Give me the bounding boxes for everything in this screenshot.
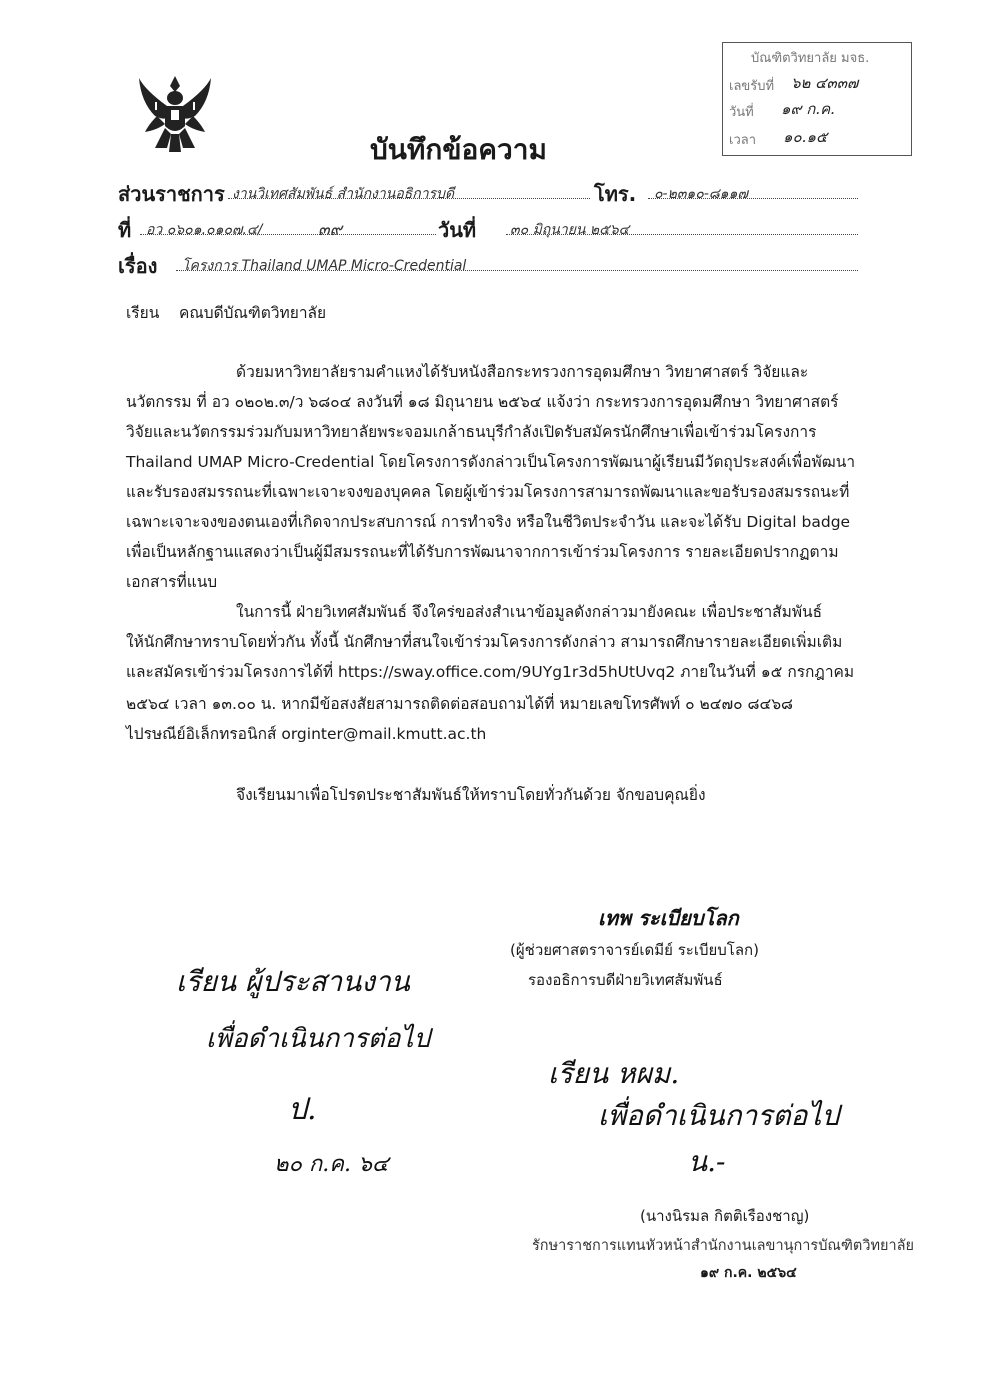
doc-no-label: ที่	[118, 218, 132, 242]
handwritten-note-left-2: เพื่อดำเนินการต่อไป	[206, 1024, 430, 1054]
p1-line: วิจัยและนวัตกรรมร่วมกับมหาวิทยาลัยพระจอมเกล้าธนบุรีกำลังเปิดรับสมัครนักศึกษาเพื่อเข้าร่วมโครงการ	[126, 423, 817, 441]
stamp-receive-label: เลขรับที่	[729, 79, 775, 94]
date-value: ๓๐ มิถุนายน ๒๕๖๔	[510, 222, 630, 238]
handwritten-note-left-3: ป.	[288, 1092, 317, 1127]
stamp-date-label: วันที่	[729, 105, 754, 120]
p1-line: และรับรองสมรรถนะที่เฉพาะเจาะจงของบุคคล โดยผู้เข้าร่วมโครงการสามารถพัฒนาและขอรับรองสมรรถนะที่	[126, 483, 850, 501]
handwritten-note-right-3: น.-	[688, 1145, 726, 1178]
garuda-emblem-icon	[135, 72, 215, 156]
p2-line: ไปรษณีย์อิเล็กทรอนิกส์ orginter@mail.kmutt.ac.th	[126, 725, 487, 743]
p1-line: นวัตกรรม ที่ อว ๐๒๐๒.๓/ว ๖๘๐๔ ลงวันที่ ๑๘ มิถุนายน ๒๕๖๔ แจ้งว่า กระทรวงการอุดมศึกษา วิทยาศาสตร์	[126, 393, 839, 411]
p1-line: Thailand UMAP Micro-Credential โดยโครงการดังกล่าวเป็นโครงการพัฒนาผู้เรียนมีวัตถุประสงค์เพื่อพัฒนา	[126, 453, 856, 471]
p1-line: เฉพาะเจาะจงของตนเองที่เกิดจากประสบการณ์ การทำจริง หรือในชีวิตประจำวัน และจะได้รับ Digital badge	[126, 513, 851, 531]
p2-line: ๒๕๖๔ เวลา ๑๓.๐๐ น. หากมีข้อสงสัยสามารถติดต่อสอบถามได้ที่ หมายเลขโทรศัพท์ ๐ ๒๔๗๐ ๘๔๖๘	[126, 695, 793, 713]
doc-no-suffix: ๓๙	[318, 220, 343, 240]
signature-1-name: (ผู้ช่วยศาสตราจารย์เดมีย์ ระเบียบโลก)	[510, 941, 759, 959]
signature-1-handwriting: เทพ ระเบียบโลก	[598, 906, 739, 930]
phone-value: ๐-๒๓๑๐-๘๑๑๗	[654, 186, 748, 202]
department-label: ส่วนราชการ	[118, 182, 225, 206]
p2-line: ให้นักศึกษาทราบโดยทั่วกัน ทั้งนี้ นักศึกษาที่สนใจเข้าร่วมโครงการดังกล่าว สามารถศึกษารายละเอียดเพิ่มเติม	[126, 633, 843, 651]
signature-2-position: รักษาราชการแทนหัวหน้าสำนักงานเลขานุการบัณฑิตวิทยาลัย	[532, 1238, 915, 1254]
handwritten-note-left-1: เรียน ผู้ประสานงาน	[176, 965, 410, 998]
subject-value: โครงการ Thailand UMAP Micro-Credential	[182, 258, 467, 274]
signature-2-date: ๑๙ ก.ค. ๒๕๖๔	[700, 1265, 797, 1281]
p2-line: ในการนี้ ฝ่ายวิเทศสัมพันธ์ จึงใคร่ขอส่งสำเนาข้อมูลดังกล่าวมายังคณะ เพื่อประชาสัมพันธ์	[236, 603, 823, 621]
phone-label: โทร.	[594, 182, 637, 206]
doc-no-value: อว ๐๖๐๑.๐๑๐๗.๔/	[146, 222, 263, 238]
p1-line: เอกสารที่แนบ	[126, 573, 218, 591]
department-value: งานวิเทศสัมพันธ์ สำนักงานอธิการบดี	[232, 186, 455, 202]
salutation: เรียน คณบดีบัณฑิตวิทยาลัย	[126, 304, 327, 322]
subject-label: เรื่อง	[118, 254, 158, 278]
date-label: วันที่	[438, 218, 477, 242]
stamp-time-label: เวลา	[729, 133, 757, 148]
receipt-stamp	[722, 42, 912, 156]
p1-line: ด้วยมหาวิทยาลัยรามคำแหงได้รับหนังสือกระทรวงการอุดมศึกษา วิทยาศาสตร์ วิจัยและ	[236, 363, 809, 381]
signature-2-name: (นางนิรมล กิตติเรืองชาญ)	[640, 1207, 810, 1225]
stamp-header: บัณฑิตวิทยาลัย มจธ.	[751, 51, 870, 66]
stamp-date-value: ๑๙ ก.ค.	[781, 100, 835, 118]
handwritten-note-right-2: เพื่อดำเนินการต่อไป	[598, 1099, 840, 1132]
handwritten-note-left-4: ๒๐ ก.ค. ๖๔	[274, 1152, 389, 1177]
closing-text: จึงเรียนมาเพื่อโปรดประชาสัมพันธ์ให้ทราบโดยทั่วกันด้วย จักขอบคุณยิ่ง	[236, 786, 706, 804]
p2-line: และสมัครเข้าร่วมโครงการได้ที่ https://sway.office.com/9UYg1r3d5hUtUvq2 ภายในวันที่ ๑๕ กรกฎาคม	[126, 663, 855, 681]
page-title: บันทึกข้อความ	[370, 133, 547, 166]
stamp-time-value: ๑๐.๑๕	[783, 128, 828, 146]
stamp-receive-no: ๖๒ ๔๓๓๗	[791, 74, 859, 92]
p1-line: เพื่อเป็นหลักฐานแสดงว่าเป็นผู้มีสมรรถนะที่ได้รับการพัฒนาจากการเข้าร่วมโครงการ รายละเอียดปรากฏตาม	[126, 543, 839, 561]
signature-1-position: รองอธิการบดีฝ่ายวิเทศสัมพันธ์	[528, 971, 723, 989]
handwritten-note-right-1: เรียน หผม.	[548, 1057, 680, 1090]
